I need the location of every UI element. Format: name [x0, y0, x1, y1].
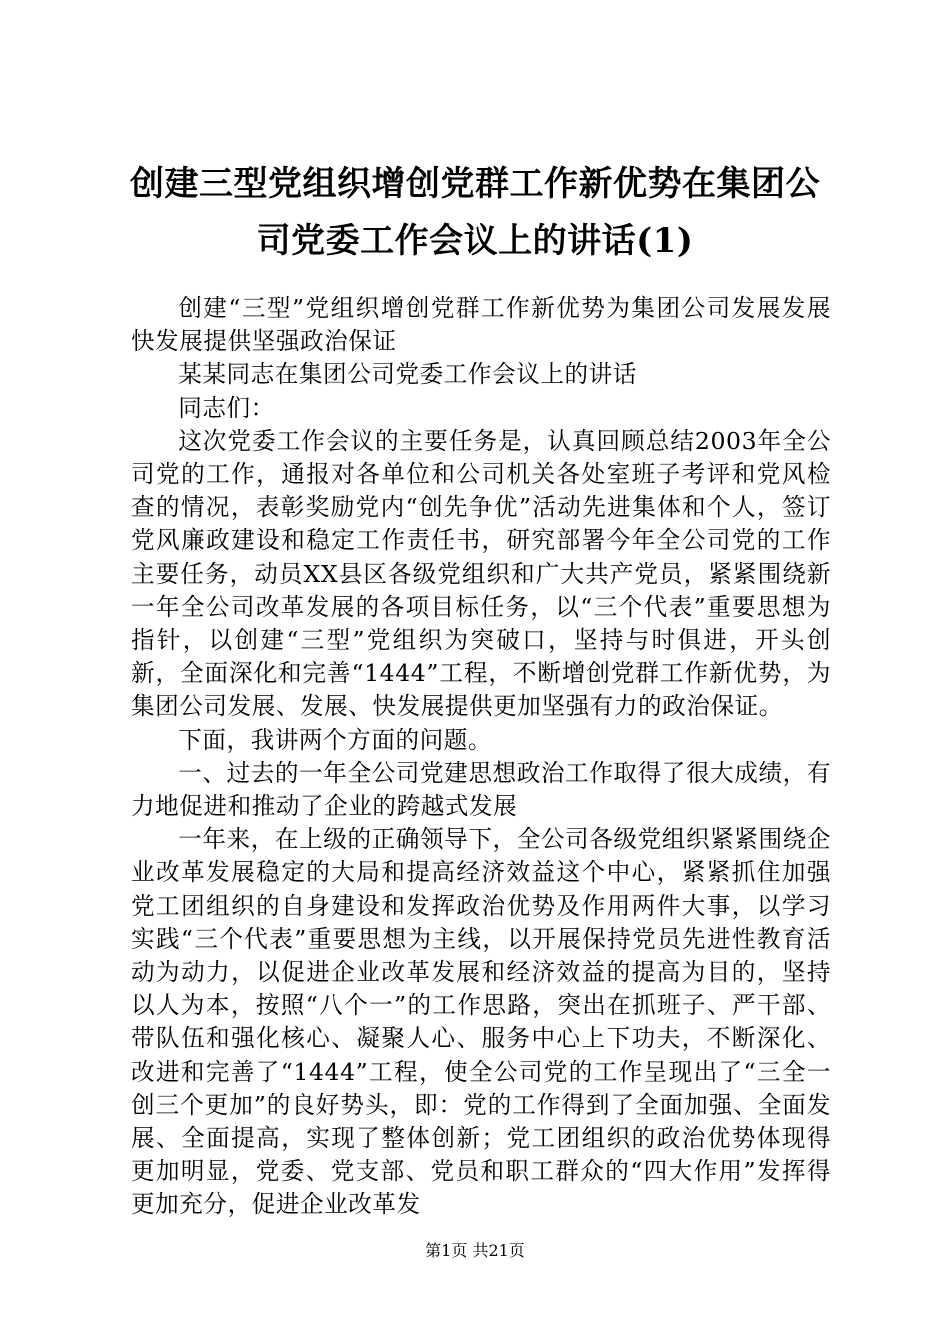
- section-heading: 一、过去的一年全公司党建思想政治工作取得了很大成绩，有力地促进和推动了企业的跨越式发展: [131, 758, 831, 821]
- body-paragraph: 一年来，在上级的正确领导下，全公司各级党组织紧紧围绕企业改革发展稳定的大局和提高经济效益这个中心，紧紧抓住加强党工团组织的自身建设和发挥政治优势及作用两件大事，以学习实践“三个代表”重要思想为主线，以开展保持党员先进性教育活动为动力，以促进企业改革发展和经济效益的提高为目的，坚持以人为本，按照“八个一”的工作思路，突出在抓班子、严干部、带队伍和强化核心、凝聚人心、服务中心上下功夫，不断深化、改进和完善了“1444”工程，使全公司党的工作呈现出了“三全一创三个更加”的良好势头，即：党的工作得到了全面加强、全面发展、全面提高，实现了整体创新；党工团组织的政治优势体现得更加明显，党委、党支部、党员和职工群众的“四大作用”发挥得更加充分，促进企业改革发: [131, 825, 831, 1219]
- body-paragraph: 下面，我讲两个方面的问题。: [178, 725, 493, 754]
- page-number-footer: 第1页 共21页: [425, 1241, 525, 1260]
- speaker-line: 某某同志在集团公司党委工作会议上的讲话: [178, 360, 637, 389]
- body-paragraph: 这次党委工作会议的主要任务是，认真回顾总结2003年全公司党的工作，通报对各单位和公司机关各处室班子考评和党风检查的情况，表彰奖励党内“创先争优”活动先进集体和个人，签订党风廉政建设和稳定工作责任书，研究部署今年全公司党的工作主要任务，动员XX县区各级党组织和广大共产党员，紧紧围绕新一年全公司改革发展的各项目标任务，以“三个代表”重要思想为指针，以创建“三型”党组织为突破口，坚持与时俱进，开头创新，全面深化和完善“1444”工程，不断增创党群工作新优势，为集团公司发展、发展、快发展提供更加坚强有力的政治保证。: [131, 426, 831, 721]
- document-body: [131, 292, 831, 1222]
- document-title: 创建三型党组织增创党群工作新优势在集团公司党委工作会议上的讲话(1): [130, 164, 820, 261]
- subtitle-paragraph: 创建“三型”党组织增创党群工作新优势为集团公司发展发展快发展提供坚强政治保证: [131, 294, 831, 356]
- salutation: 同志们：: [178, 393, 275, 422]
